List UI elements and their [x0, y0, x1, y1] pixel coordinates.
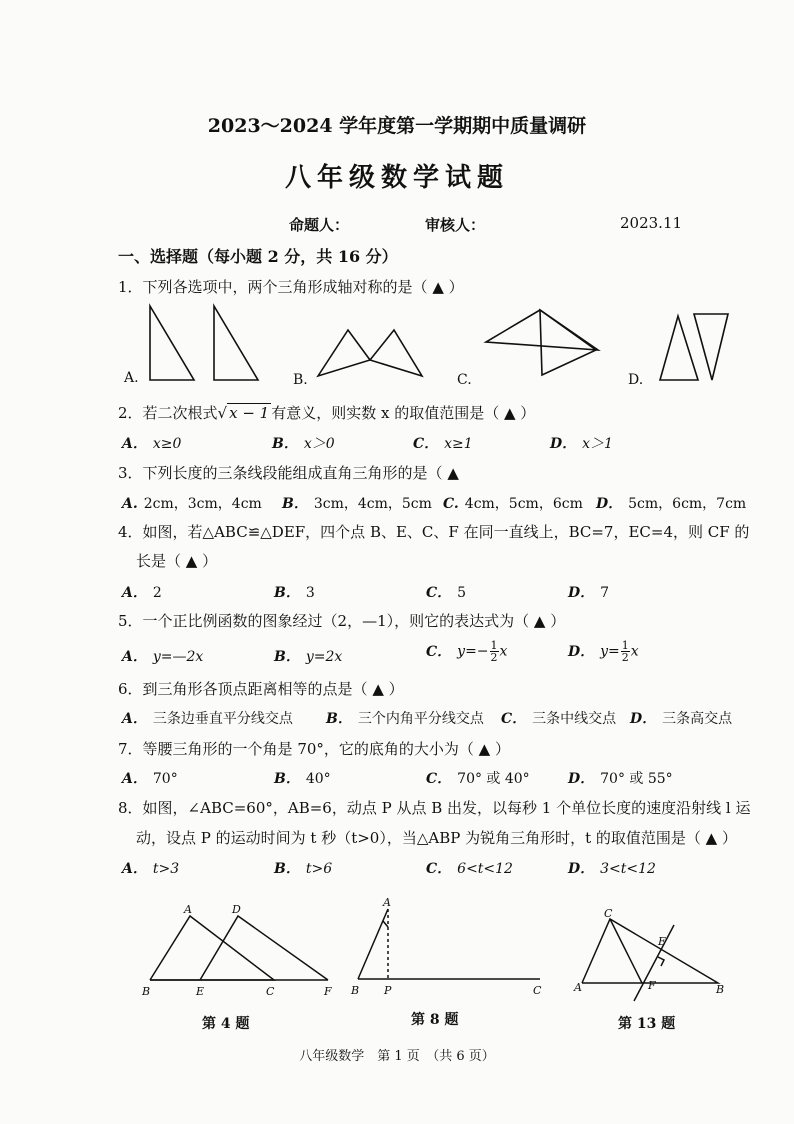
q5-option-d: D． y= $\frac{1}{2}$ x	[568, 639, 639, 664]
fig13-label-c: C	[604, 907, 613, 920]
fig8-label-b: B	[351, 984, 360, 997]
q1-option-b: B.	[293, 372, 308, 388]
q1-option-a: A.	[124, 370, 139, 386]
question-7-text: 7．等腰三角形的一个角是 70°，它的底角的大小为（ ▲ ）	[118, 740, 510, 758]
q8-option-c: C． 6<t<12	[426, 861, 513, 877]
q1-b-left-triangle	[318, 330, 370, 376]
fig8-label-p: P	[384, 984, 392, 997]
q7-option-c: C． 70° 或 40°	[426, 771, 530, 787]
q4-option-b: B． 3	[274, 585, 315, 601]
q1-c-upper-triangle	[486, 310, 598, 350]
question-4-line-2: 长是（ ▲ ）	[136, 552, 218, 570]
fig13-label-e: E	[658, 935, 667, 948]
q7-option-a: A． 70°	[122, 771, 178, 787]
fig4-label-c: C	[266, 985, 275, 998]
q2-option-c: C． x≥1	[413, 436, 473, 452]
fig8-label-c: C	[533, 984, 542, 997]
q1-option-c: C.	[457, 372, 472, 388]
fig8-label-a: A	[383, 896, 391, 909]
question-5-text: 5．一个正比例函数的图象经过（2，—1），则它的表达式为（ ▲ ）	[118, 612, 566, 630]
q3-option-c: C. 4cm，5cm，6cm	[443, 496, 583, 512]
question-1-figures	[118, 300, 738, 392]
section-title: 一、选择题（每小题 2 分，共 16 分）	[118, 247, 398, 266]
fig4-label-f: F	[324, 985, 332, 998]
page-footer: 八年级数学 第 1 页 （共 6 页）	[299, 1049, 495, 1064]
figure-q4-caption: 第 4 题	[202, 1016, 250, 1032]
fig4-label-e: E	[196, 985, 205, 998]
fig13-label-f: F	[648, 979, 656, 992]
q8-option-d: D． 3<t<12	[568, 861, 656, 877]
q8-option-b: B． t>6	[274, 861, 333, 877]
q4-option-c: C． 5	[426, 585, 467, 601]
fig8-segment-ab	[358, 909, 388, 979]
question-6-text: 6．到三角形各顶点距离相等的点是（ ▲ ）	[118, 680, 404, 698]
q3-option-a: A. 2cm，3cm，4cm	[122, 496, 262, 512]
fig4-label-b: B	[142, 985, 151, 998]
q5-option-a: A． y=—2x	[122, 649, 204, 665]
fig4-label-d: D	[232, 903, 241, 916]
q7-option-b: B． 40°	[274, 771, 331, 787]
fig13-triangle-abc	[582, 919, 718, 983]
q7-option-d: D． 70° 或 55°	[568, 771, 673, 787]
q2-option-b: B． x＞0	[272, 436, 335, 452]
q1-d-left-triangle	[660, 316, 698, 380]
question-8-line-2: 动，设点 P 的运动时间为 t 秒（t>0），当△ABP 为锐角三角形时，t 的取值范围是（ ▲ ）	[136, 829, 737, 847]
q2-option-a: A． x≥0	[122, 436, 182, 452]
q6-option-b: B． 三个内角平分线交点	[326, 711, 484, 727]
figure-q8	[345, 893, 555, 1003]
setter-label: 命题人：	[289, 216, 350, 234]
fig4-label-a: A	[184, 903, 192, 916]
q6-option-c: C． 三条中线交点	[501, 711, 617, 727]
fig13-label-b: B	[716, 983, 725, 996]
q4-option-d: D． 7	[568, 585, 610, 601]
q1-a-left-triangle	[150, 306, 194, 380]
figure-q8-caption: 第 8 题	[411, 1012, 459, 1028]
q1-option-d: D.	[628, 372, 644, 388]
q6-option-a: A． 三条边垂直平分线交点	[122, 711, 293, 727]
question-3-text: 3．下列长度的三条线段能组成直角三角形的是（ ▲	[118, 464, 459, 482]
q3-option-b: B． 3cm，4cm，5cm	[282, 496, 432, 512]
q4-option-a: A． 2	[122, 585, 162, 601]
question-4-line-1: 4．如图，若△ABC≌△DEF，四个点 B、E、C、F 在同一直线上，BC=7，EC=4，则 CF 的	[118, 523, 750, 541]
q1-b-right-triangle	[370, 330, 422, 376]
q2-pre: 2．若二次根式	[118, 404, 218, 422]
exam-date: 2023.11	[620, 214, 683, 232]
figure-q13-caption: 第 13 题	[618, 1016, 676, 1032]
question-8-line-1: 8．如图，∠ABC=60°，AB=6，动点 P 从点 B 出发，以每秒 1 个单位长度的速度沿射线 l 运	[118, 799, 751, 817]
question-1-text: 1．下列各选项中，两个三角形成轴对称的是（ ▲ ）	[118, 278, 464, 296]
q5-option-c: C． y=− $\frac{1}{2}$ x	[426, 639, 508, 664]
q1-d-right-triangle	[694, 314, 728, 380]
q1-a-right-triangle	[214, 306, 258, 380]
fig4-triangle-abc	[150, 916, 274, 980]
q5-option-b: B． y=2x	[274, 649, 343, 665]
q8-option-a: A． t>3	[122, 861, 180, 877]
figure-q13	[570, 905, 730, 1010]
fig13-right-angle-mark	[658, 957, 664, 966]
q2-radicand: x − 1	[229, 404, 270, 422]
figure-q4	[132, 900, 352, 1005]
exam-subject-title: 八年级数学试题	[284, 163, 509, 193]
fig4-triangle-def	[200, 916, 328, 980]
q2-post: 有意义，则实数 x 的取值范围是（ ▲ ）	[271, 404, 536, 422]
q2-option-d: D． x＞1	[550, 436, 613, 452]
q3-option-d: D． 5cm，6cm，7cm	[596, 496, 747, 512]
fig13-label-a: A	[574, 981, 582, 994]
question-2-text: 2．若二次根式√ x − 1 有意义，则实数 x 的取值范围是（ ▲ ）	[118, 404, 536, 422]
q6-option-d: D． 三条高交点	[630, 711, 733, 727]
reviewer-label: 审核人：	[425, 216, 486, 234]
exam-header-title: 2023～2024 学年度第一学期期中质量调研	[207, 115, 587, 137]
